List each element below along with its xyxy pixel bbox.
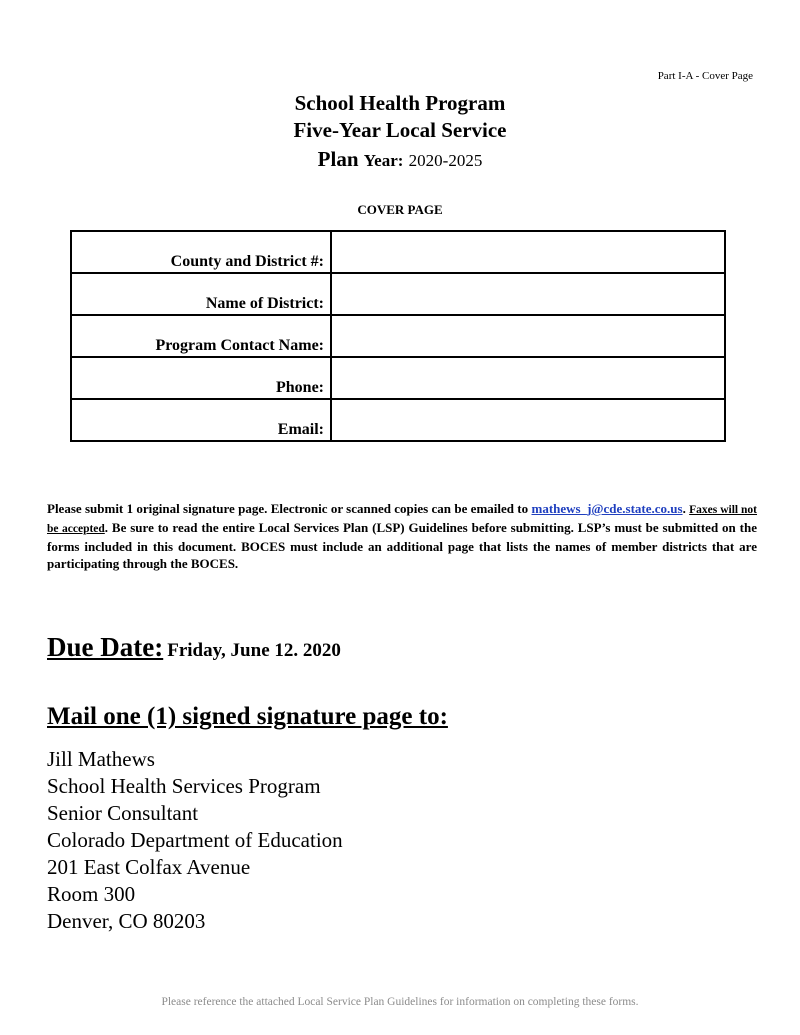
instructions-part-1: Please submit 1 original signature page. Electronic or scanned copies can be emailed to — [47, 501, 529, 516]
title-block — [0, 90, 800, 176]
mailing-address — [47, 746, 343, 935]
title-plan-word: Plan — [317, 147, 359, 171]
email-label: Email: — [71, 399, 331, 441]
mail-heading: Mail one (1) signed signature page to: — [47, 703, 448, 730]
contact-name-field[interactable] — [331, 315, 725, 357]
title-line-1: School Health Program — [294, 91, 506, 115]
form-row-district-name — [71, 273, 725, 315]
district-name-label: Name of District: — [71, 273, 331, 315]
county-district-label: County and District #: — [71, 231, 331, 273]
submission-instructions — [47, 500, 757, 572]
contact-name-label: Program Contact Name: — [71, 315, 331, 357]
form-row-phone — [71, 357, 725, 399]
due-date — [47, 632, 341, 663]
year-value: 2020-2025 — [408, 151, 483, 170]
due-date-label: Due Date: — [47, 632, 164, 662]
instructions-part-3: . Be sure to read the entire Local Services Plan (LSP) Guidelines before submitting. LSP’s must be submitted on the forms included in this document. BOCES must include an additional page that lists the names of member districts that are participating through the BOCES. — [47, 520, 757, 571]
cover-info-form — [70, 230, 726, 442]
instructions-part-2: . — [682, 501, 686, 516]
address-line-city: Denver, CO 80203 — [47, 909, 206, 933]
address-line-street: 201 East Colfax Avenue — [47, 855, 251, 879]
email-link[interactable]: mathews_j@cde.state.co.us — [531, 501, 683, 516]
address-line-department: Colorado Department of Education — [47, 828, 343, 852]
county-district-field[interactable] — [331, 231, 725, 273]
title-line-3 — [0, 144, 800, 176]
district-name-field[interactable] — [331, 273, 725, 315]
address-line-title: Senior Consultant — [47, 801, 199, 825]
cover-page-label: COVER PAGE — [357, 202, 443, 217]
address-line-room: Room 300 — [47, 882, 136, 906]
year-label: Year: — [363, 151, 404, 170]
address-line-name: Jill Mathews — [47, 747, 155, 771]
title-line-2: Five-Year Local Service — [293, 118, 507, 142]
email-field[interactable] — [331, 399, 725, 441]
part-label: Part I-A - Cover Page — [657, 70, 753, 82]
footer-note: Please reference the attached Local Service Plan Guidelines for information on completing these forms. — [161, 996, 639, 1008]
faxes-note: Faxes will not be accepted — [47, 504, 758, 535]
due-date-value: Friday, June 12. 2020 — [167, 640, 341, 661]
address-line-program: School Health Services Program — [47, 774, 321, 798]
phone-label: Phone: — [71, 357, 331, 399]
phone-field[interactable] — [331, 357, 725, 399]
form-row-email — [71, 399, 725, 441]
form-row-contact-name — [71, 315, 725, 357]
form-row-county-district — [71, 231, 725, 273]
